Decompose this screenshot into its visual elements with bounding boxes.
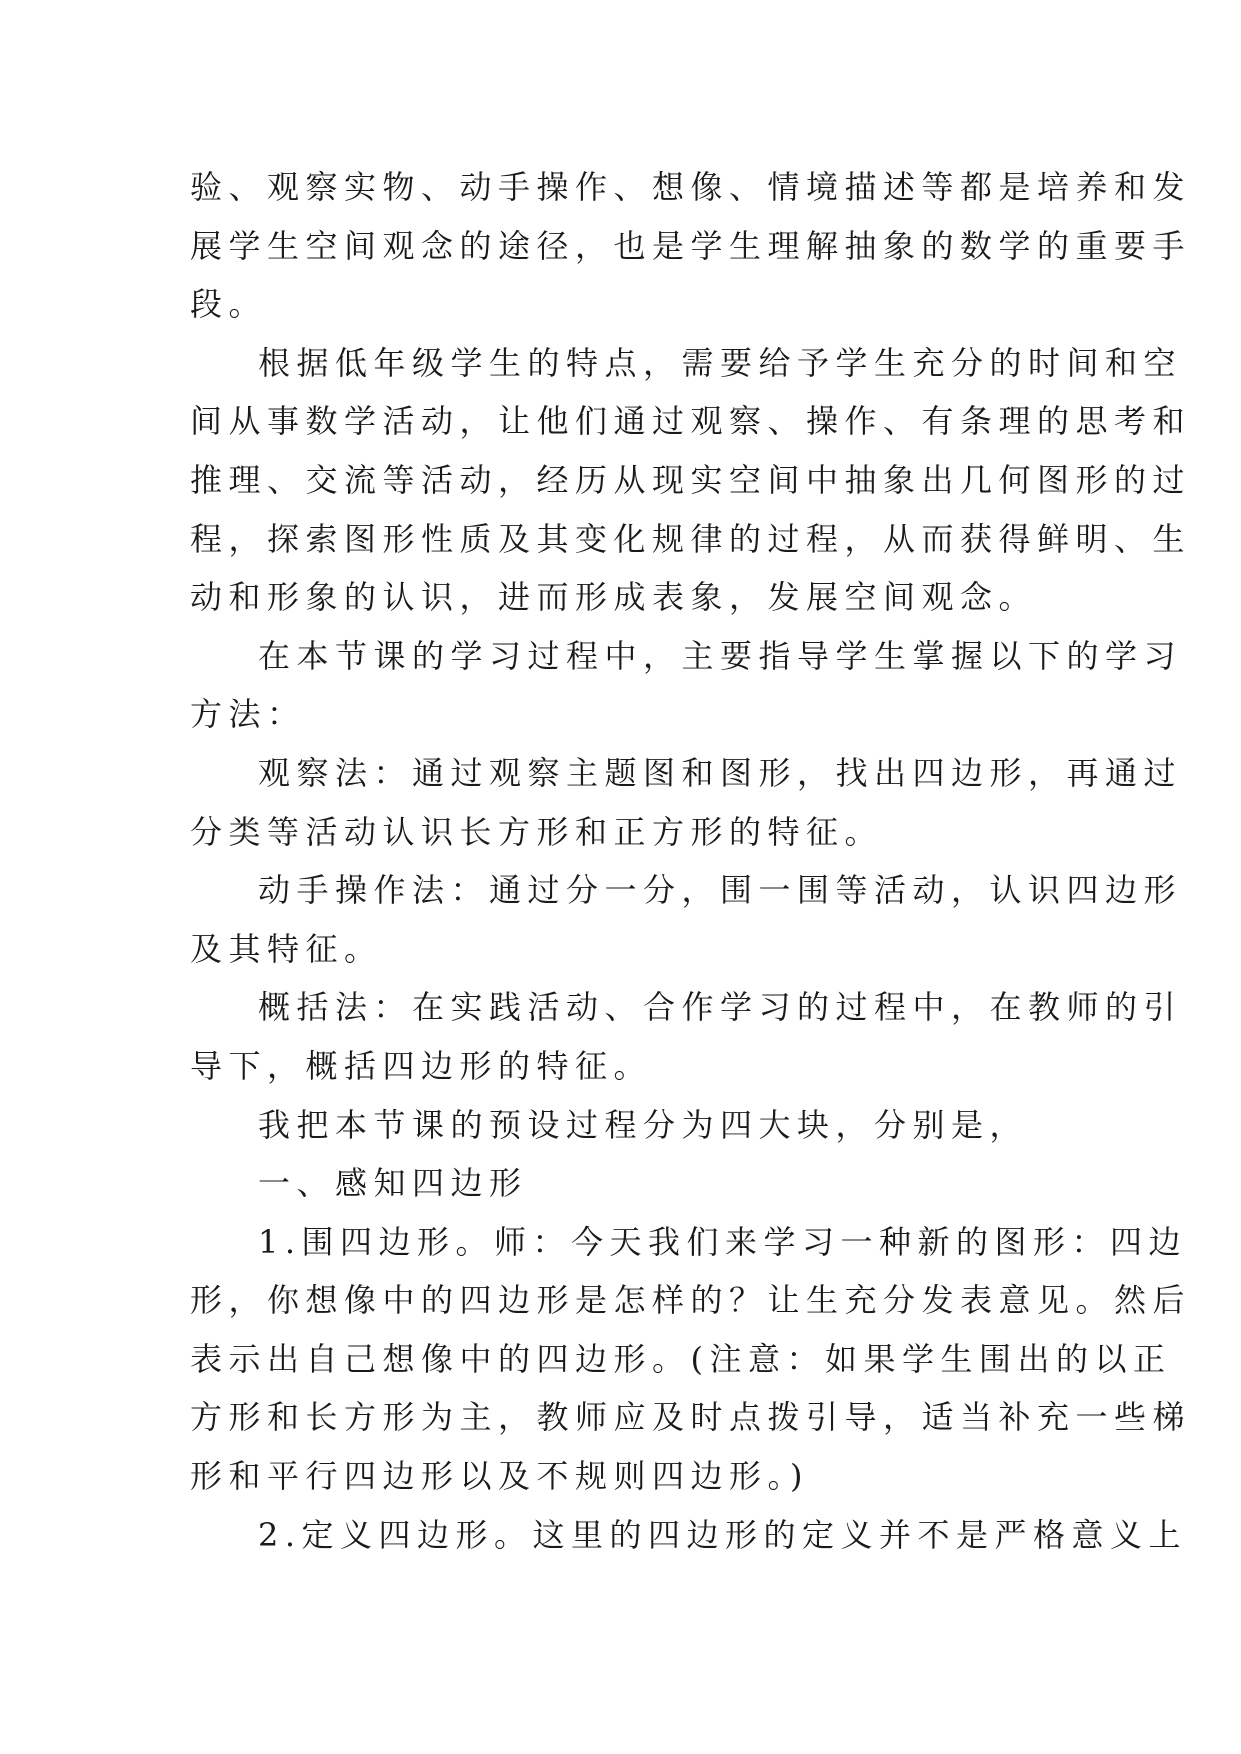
text-line: 形，你想像中的四边形是怎样的？让生充分发表意见。然后 xyxy=(190,1281,1192,1320)
text-line: 推理、交流等活动，经历从现实空间中抽象出几何图形的过 xyxy=(190,460,1192,499)
text-line: 段。 xyxy=(190,285,268,324)
text-line: 表示出自己想像中的四边形。(注意：如果学生围出的以正 xyxy=(190,1339,1172,1378)
text-line: 形和平行四边形以及不规则四边形。) xyxy=(190,1457,809,1496)
text-line: 展学生空间观念的途径，也是学生理解抽象的数学的重要手 xyxy=(190,226,1192,265)
text-line: 导下，概括四边形的特征。 xyxy=(190,1046,653,1085)
text-line: 动手操作法：通过分一分，围一围等活动，认识四边形 xyxy=(258,871,1183,910)
text-line: 验、观察实物、动手操作、想像、情境描述等都是培养和发 xyxy=(190,168,1192,206)
document-page xyxy=(190,158,1192,1564)
text-line: 我把本节课的预设过程分为四大块，分别是， xyxy=(258,1105,1029,1144)
text-line: 2.定义四边形。这里的四边形的定义并不是严格意义上 xyxy=(258,1515,1188,1554)
text-line: 方形和长方形为主，教师应及时点拨引导，适当补充一些梯 xyxy=(190,1398,1192,1437)
text-line: 在本节课的学习过程中，主要指导学生掌握以下的学习 xyxy=(258,636,1183,675)
text-line: 动和形象的认识，进而形成表象，发展空间观念。 xyxy=(190,578,1038,617)
text-line: 分类等活动认识长方形和正方形的特征。 xyxy=(190,812,884,851)
text-line: 方法： xyxy=(190,695,306,734)
text-line: 根据低年级学生的特点，需要给予学生充分的时间和空 xyxy=(258,343,1183,382)
text-line: 概括法：在实践活动、合作学习的过程中，在教师的引 xyxy=(258,988,1183,1027)
text-line: 间从事数学活动，让他们通过观察、操作、有条理的思考和 xyxy=(190,402,1192,441)
text-line: 程，探索图形性质及其变化规律的过程，从而获得鲜明、生 xyxy=(190,519,1192,558)
text-line: 1.围四边形。师：今天我们来学习一种新的图形：四边 xyxy=(258,1222,1188,1261)
text-line: 观察法：通过观察主题图和图形，找出四边形，再通过 xyxy=(258,753,1183,792)
text-line: 及其特征。 xyxy=(190,929,383,968)
text-line: 一、感知四边形 xyxy=(258,1164,528,1203)
